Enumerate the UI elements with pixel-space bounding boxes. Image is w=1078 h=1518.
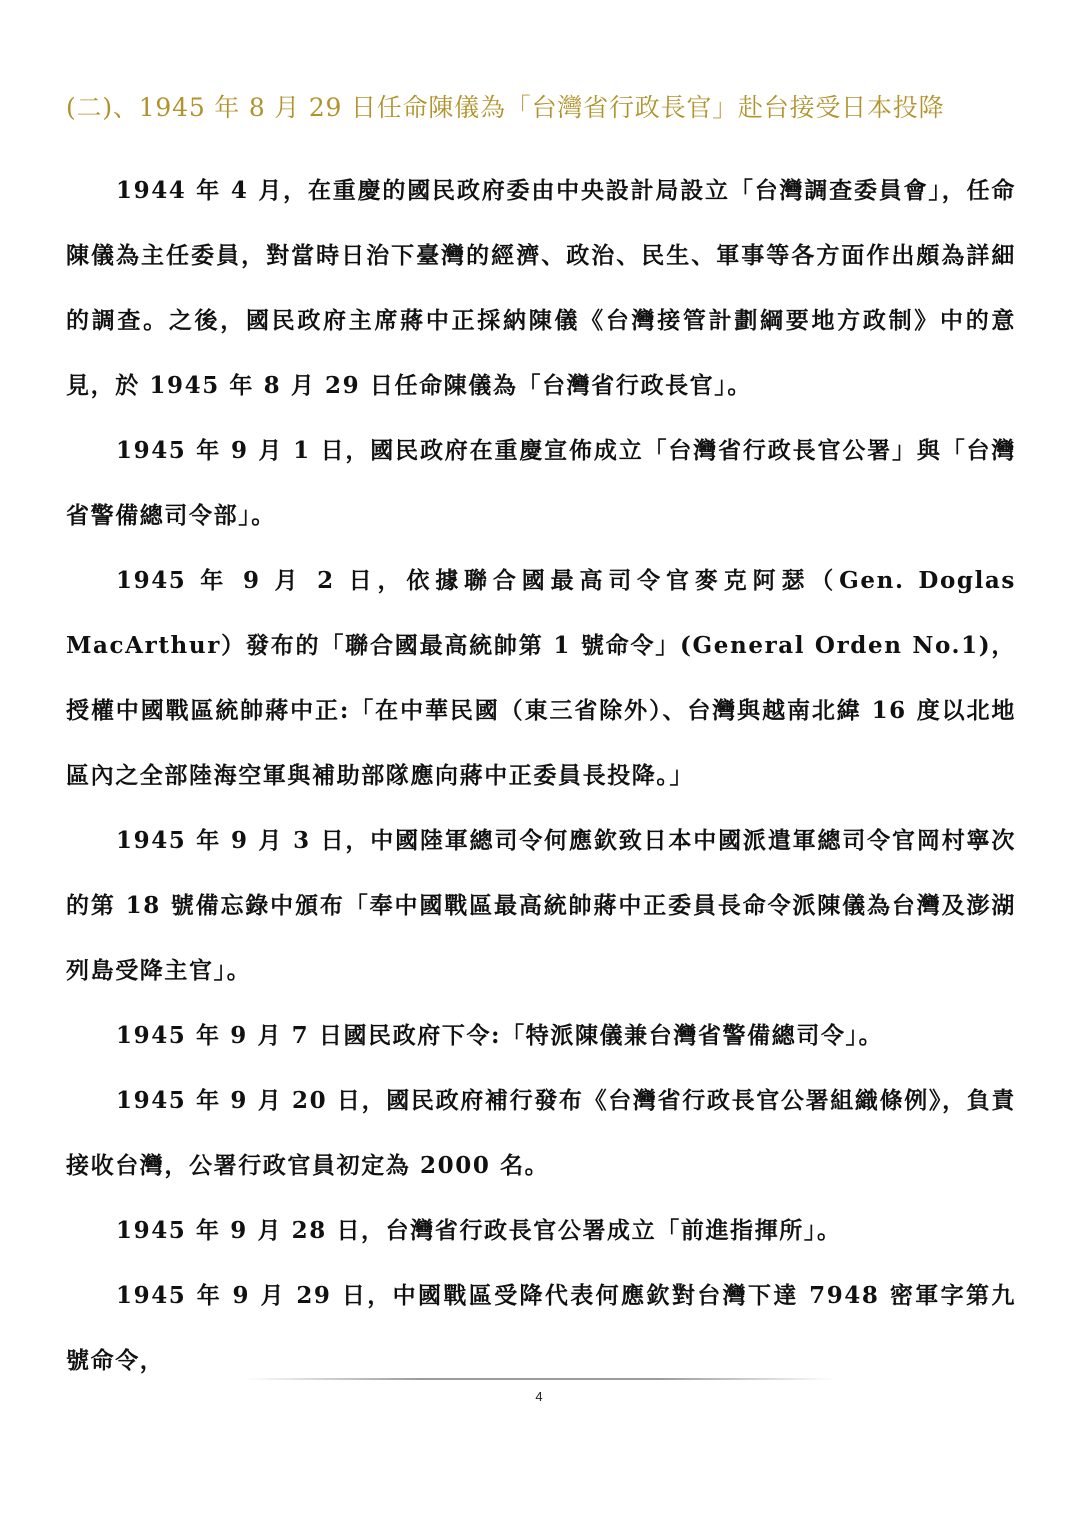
footer-divider: [245, 1378, 835, 1380]
section-heading: (二)、1945 年 8 月 29 日任命陳儀為「台灣省行政長官」赴台接受日本投降: [66, 93, 945, 122]
page-number: 4: [535, 1389, 543, 1404]
paragraph: 1945 年 9 月 2 日，依據聯合國最高司令官麥克阿瑟（Gen. Doglas MacArthur）發布的「聯合國最高統帥第 1 號命令」(General Orden No.1)，授權中國戰區統帥蔣中正:「在中華民國（東三省除外）、台灣與越南北緯 16 度以北地區內之全部陸海空軍與補助部隊應向蔣中正委員長投降。」: [66, 567, 1016, 789]
paragraph: 1945 年 9 月 29 日，中國戰區受降代表何應欽對台灣下達 7948 密軍字第九號命令，: [66, 1282, 1016, 1374]
paragraph: 1944 年 4 月，在重慶的國民政府委由中央設計局設立「台灣調查委員會」，任命陳儀為主任委員，對當時日治下臺灣的經濟、政治、民生、軍事等各方面作出頗為詳細的調查。之後，國民政府主席蔣中正採納陳儀《台灣接管計劃綱要地方政制》中的意見，於 1945 年 8 月 29 日任命陳儀為「台灣省行政長官」。: [66, 177, 1016, 399]
paragraph: 1945 年 9 月 7 日國民政府下令:「特派陳儀兼台灣省警備總司令」。: [116, 1022, 884, 1049]
paragraph: 1945 年 9 月 28 日，台灣省行政長官公署成立「前進指揮所」。: [116, 1217, 842, 1244]
paragraph: 1945 年 9 月 3 日，中國陸軍總司令何應欽致日本中國派遣軍總司令官岡村寧次的第 18 號備忘錄中頒布「奉中國戰區最高統帥蔣中正委員長命令派陳儀為台灣及澎湖列島受降主官」。: [66, 827, 1016, 984]
paragraph: 1945 年 9 月 20 日，國民政府補行發布《台灣省行政長官公署組織條例》，負責接收台灣，公署行政官員初定為 2000 名。: [66, 1087, 1016, 1179]
body-text: [66, 158, 1016, 1393]
paragraph: 1945 年 9 月 1 日，國民政府在重慶宣佈成立「台灣省行政長官公署」與「台灣省警備總司令部」。: [66, 437, 1016, 529]
